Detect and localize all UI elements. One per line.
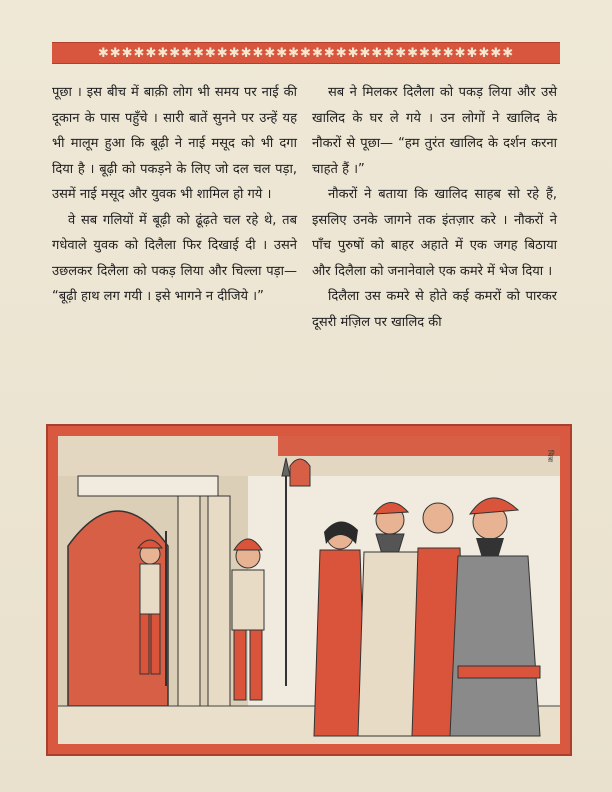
paragraph: दिलैला उस कमरे से होते कई कमरों को पारकर दूसरी मंज़िल पर खालिद की <box>312 289 557 330</box>
right-column <box>312 80 557 335</box>
left-column <box>52 80 297 310</box>
roof-beam <box>78 476 218 496</box>
illustration-scene <box>58 436 560 744</box>
paragraph: पूछा । इस बीच में बाक़ी लोग भी समय पर नाई की दूकान के पास पहुँचे । सारी बातें सुनने पर उन्हें यह भी मालूम हुआ कि बूढ़ी ने नाई मसूद को भी दगा दिया है । बूढ़ी को पकड़ने के लिए जो दल चल पड़ा, उसमें नाई मसूद और युवक भी शामिल हो गये । <box>52 85 297 202</box>
pillar-right <box>208 496 230 706</box>
woman-dilaila <box>314 521 366 736</box>
star-pattern: ✱✱✱✱✱✱✱✱✱✱✱✱✱✱✱✱✱✱✱✱✱✱✱✱✱✱✱✱✱✱✱✱✱✱✱ <box>97 45 515 61</box>
pillar-left <box>178 496 200 706</box>
paragraph: सब ने मिलकर दिलैला को पकड़ लिया और उसे खालिद के घर ले गये । उन लोगों ने खालिद के नौकरों से पूछा— “हम तुरंत खालिद के दर्शन करना चाहते हैं ।” <box>312 85 557 177</box>
decorative-border <box>52 42 560 64</box>
window <box>290 459 310 486</box>
story-illustration <box>46 424 572 756</box>
upper-wall <box>278 436 560 456</box>
artist-signature: चित्रा <box>546 450 554 462</box>
paragraph: वे सब गलियों में बूढ़ी को ढूंढ़ते चल रहे थे, तब गधेवाले युवक को दिलैला फिर दिखाई दी । उसने उछलकर दिलैला को पकड़ लिया और चिल्ला पड़ा— “बूढ़ी हाथ लग गयी । इसे भागने न दीजिये ।” <box>52 212 297 304</box>
paragraph: नौकरों ने बताया कि खालिद साहब सो रहे हैं, इसलिए उनके जागने तक इंतज़ार करे । नौकरों ने पाँच पुरुषों को बाहर अहाते में एक जगह बिठाया और दिलैला को जनानेवाले एक कमरे में भेज दिया । <box>312 187 557 279</box>
